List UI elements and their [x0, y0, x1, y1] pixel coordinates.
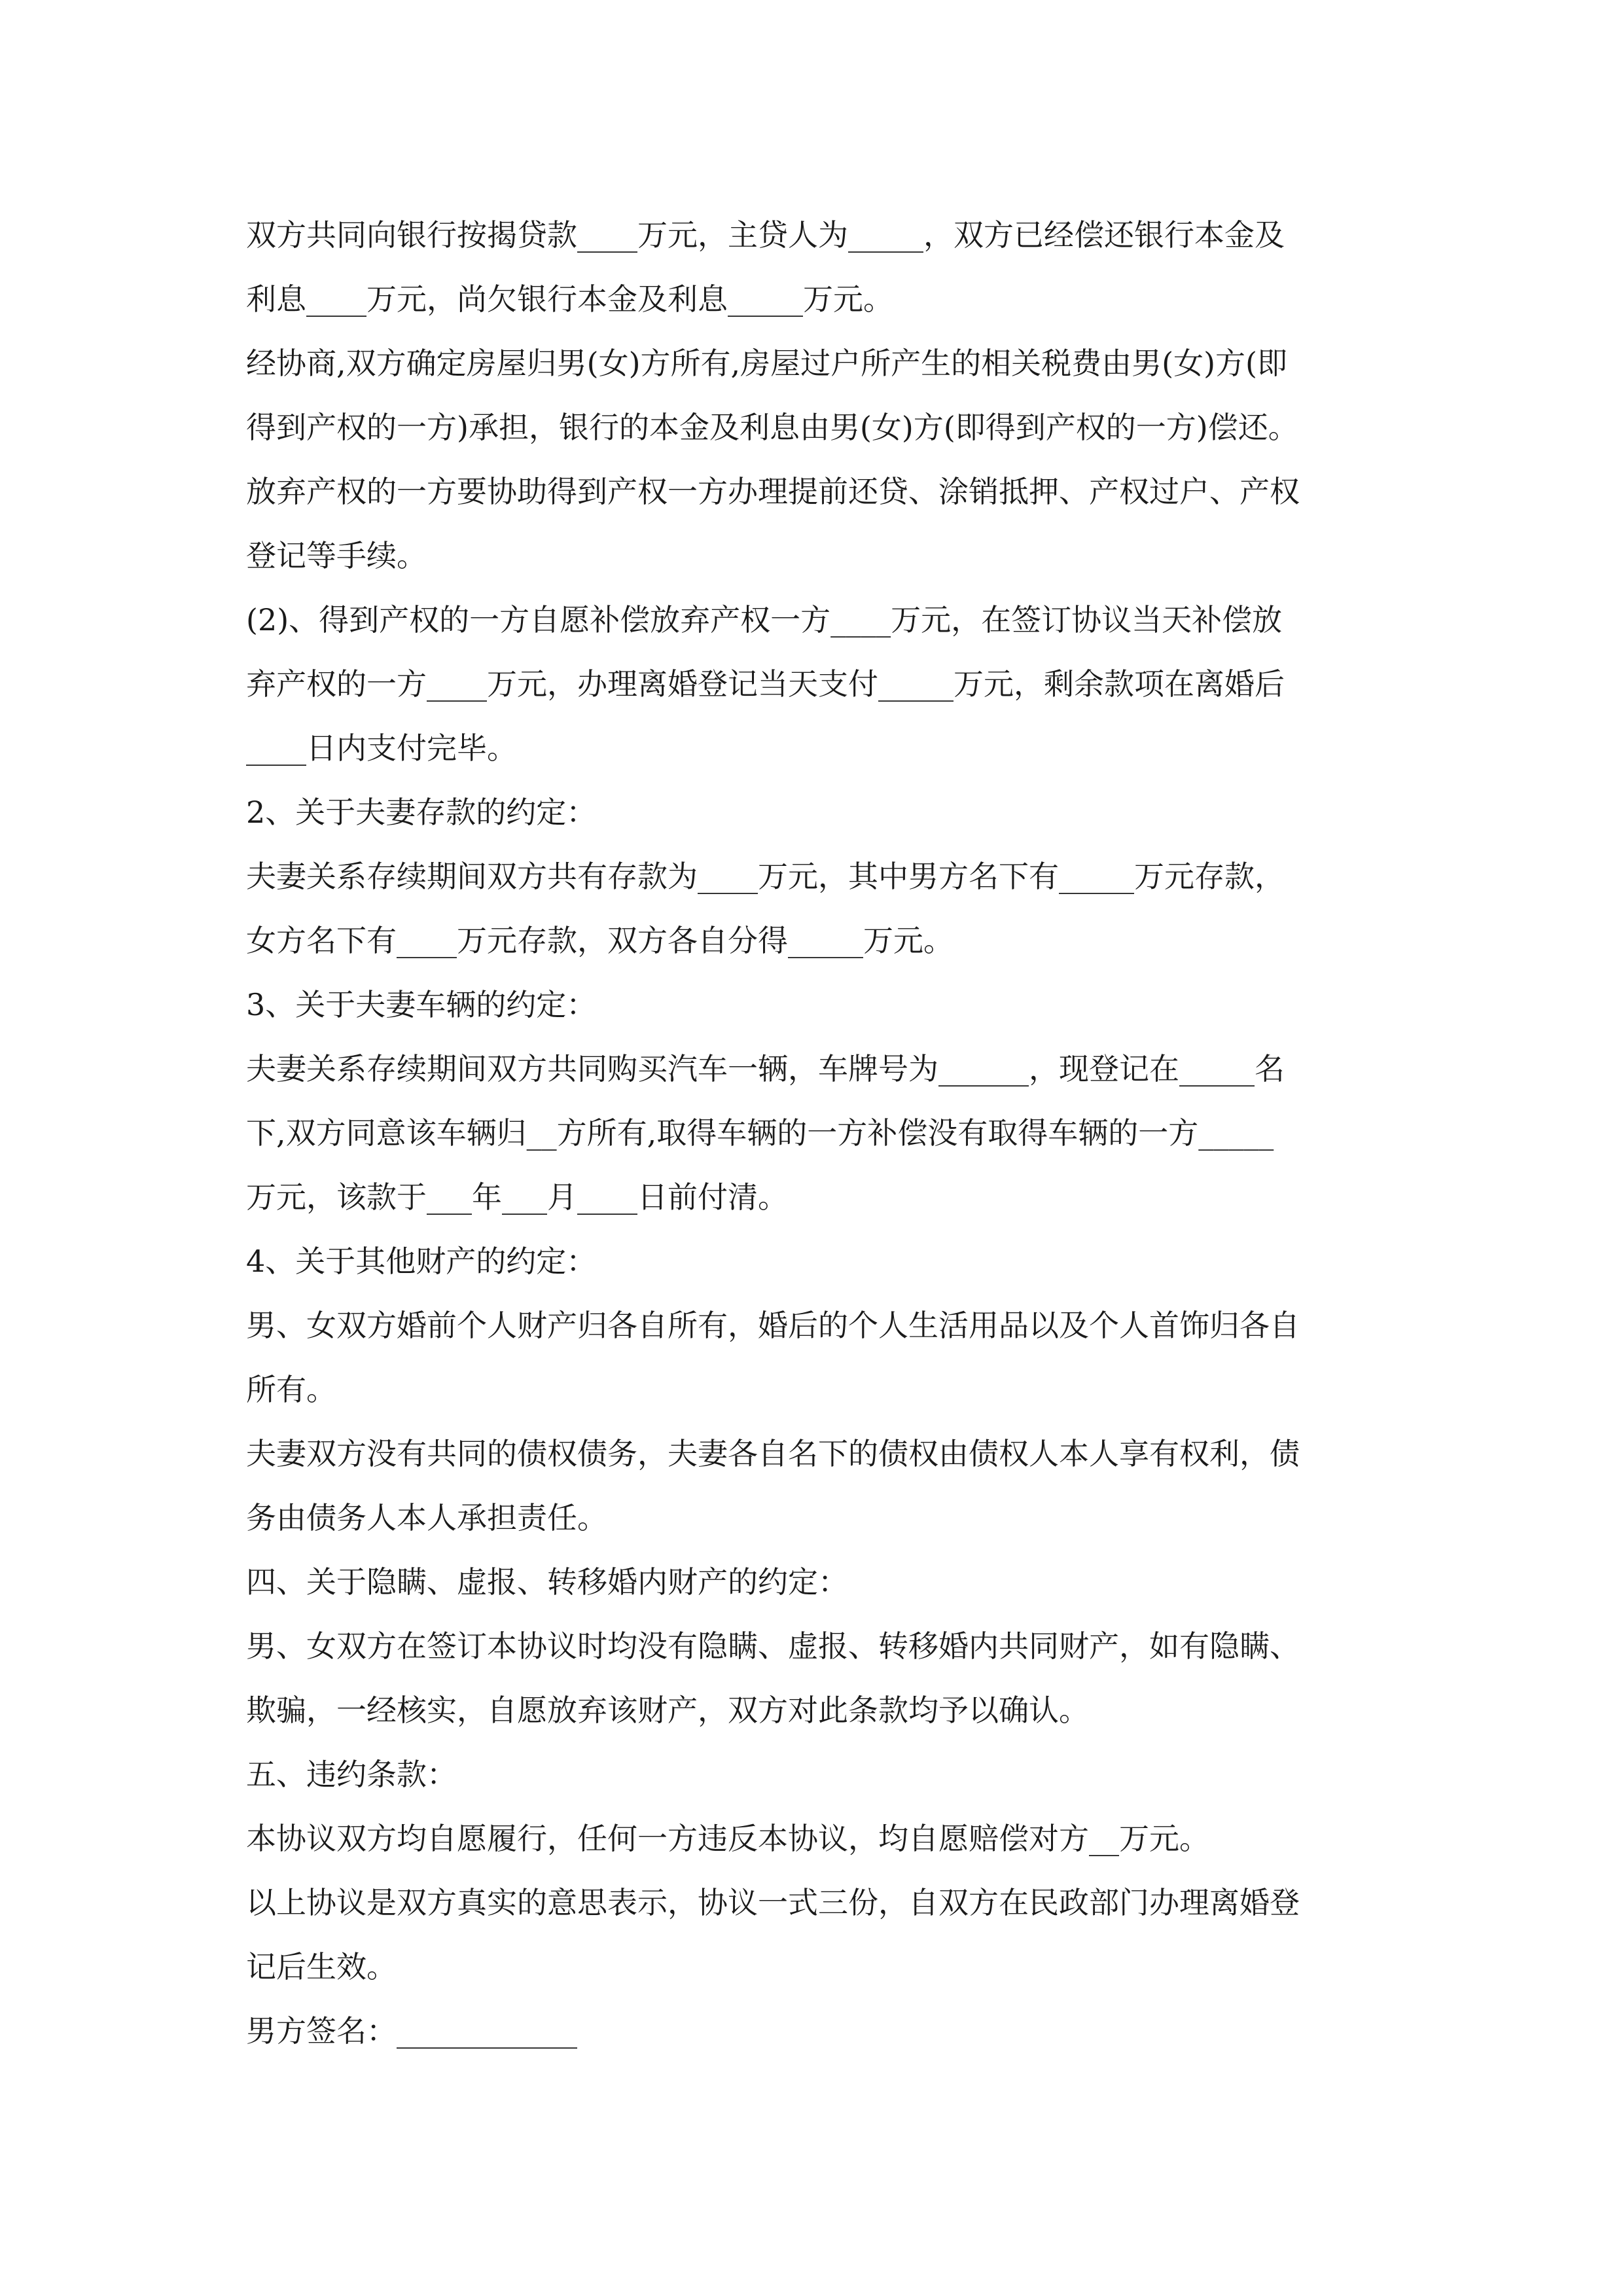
text-line: 经协商,双方确定房屋归男(女)方所有,房屋过户所产生的相关税费由男(女)方(即	[246, 346, 1287, 381]
text-line: 放弃产权的一方要协助得到产权一方办理提前还贷、涂销抵押、产权过户、产权	[246, 474, 1300, 509]
section-heading: 五、违约条款：	[246, 1757, 457, 1792]
text-line: (2)、得到产权的一方自愿补偿放弃产权一方____万元，在签订协议当天补偿放	[246, 602, 1283, 637]
text-line: 夫妻关系存续期间双方共同购买汽车一辆，车牌号为______，现登记在_____名	[246, 1051, 1285, 1086]
text-line: 男、女双方在签订本协议时均没有隐瞒、虚报、转移婚内共同财产，如有隐瞒、	[246, 1628, 1300, 1664]
text-line: 本协议双方均自愿履行，任何一方违反本协议，均自愿赔偿对方__万元。	[246, 1821, 1209, 1856]
text-line: 务由债务人本人承担责任。	[246, 1500, 607, 1535]
section-heading: 3、关于夫妻车辆的约定：	[246, 987, 597, 1022]
text-line: 弃产权的一方____万元，办理离婚登记当天支付_____万元，剩余款项在离婚后	[246, 666, 1285, 702]
text-line: ____日内支付完毕。	[246, 730, 517, 766]
text-line: 欺骗，一经核实，自愿放弃该财产，双方对此条款均予以确认。	[246, 1693, 1089, 1728]
document-body	[246, 203, 1411, 2063]
text-line: 夫妻双方没有共同的债权债务，夫妻各自名下的债权由债权人本人享有权利，债	[246, 1436, 1300, 1471]
text-line: 万元，该款于___年___月____日前付清。	[246, 1179, 788, 1215]
text-line: 所有。	[246, 1372, 336, 1407]
text-line: 男、女双方婚前个人财产归各自所有，婚后的个人生活用品以及个人首饰归各自	[246, 1308, 1300, 1343]
male-signature-line: 男方签名：____________	[246, 2013, 577, 2049]
section-heading: 4、关于其他财产的约定：	[246, 1244, 597, 1279]
text-line: 以上协议是双方真实的意思表示，协议一式三份，自双方在民政部门办理离婚登	[246, 1885, 1300, 1920]
text-line: 登记等手续。	[246, 538, 427, 573]
section-heading: 四、关于隐瞒、虚报、转移婚内财产的约定：	[246, 1564, 848, 1600]
text-line: 利息____万元，尚欠银行本金及利息_____万元。	[246, 281, 893, 317]
section-heading: 2、关于夫妻存款的约定：	[246, 795, 597, 830]
text-line: 下,双方同意该车辆归__方所有,取得车辆的一方补偿没有取得车辆的一方_____	[246, 1115, 1274, 1151]
text-line: 得到产权的一方)承担，银行的本金及利息由男(女)方(即得到产权的一方)偿还。	[246, 410, 1298, 445]
text-line: 夫妻关系存续期间双方共有存款为____万元，其中男方名下有_____万元存款，	[246, 859, 1285, 894]
text-line: 双方共同向银行按揭贷款____万元，主贷人为_____，双方已经偿还银行本金及	[246, 217, 1285, 253]
text-line: 女方名下有____万元存款，双方各自分得_____万元。	[246, 923, 954, 958]
text-line: 记后生效。	[246, 1949, 397, 1984]
